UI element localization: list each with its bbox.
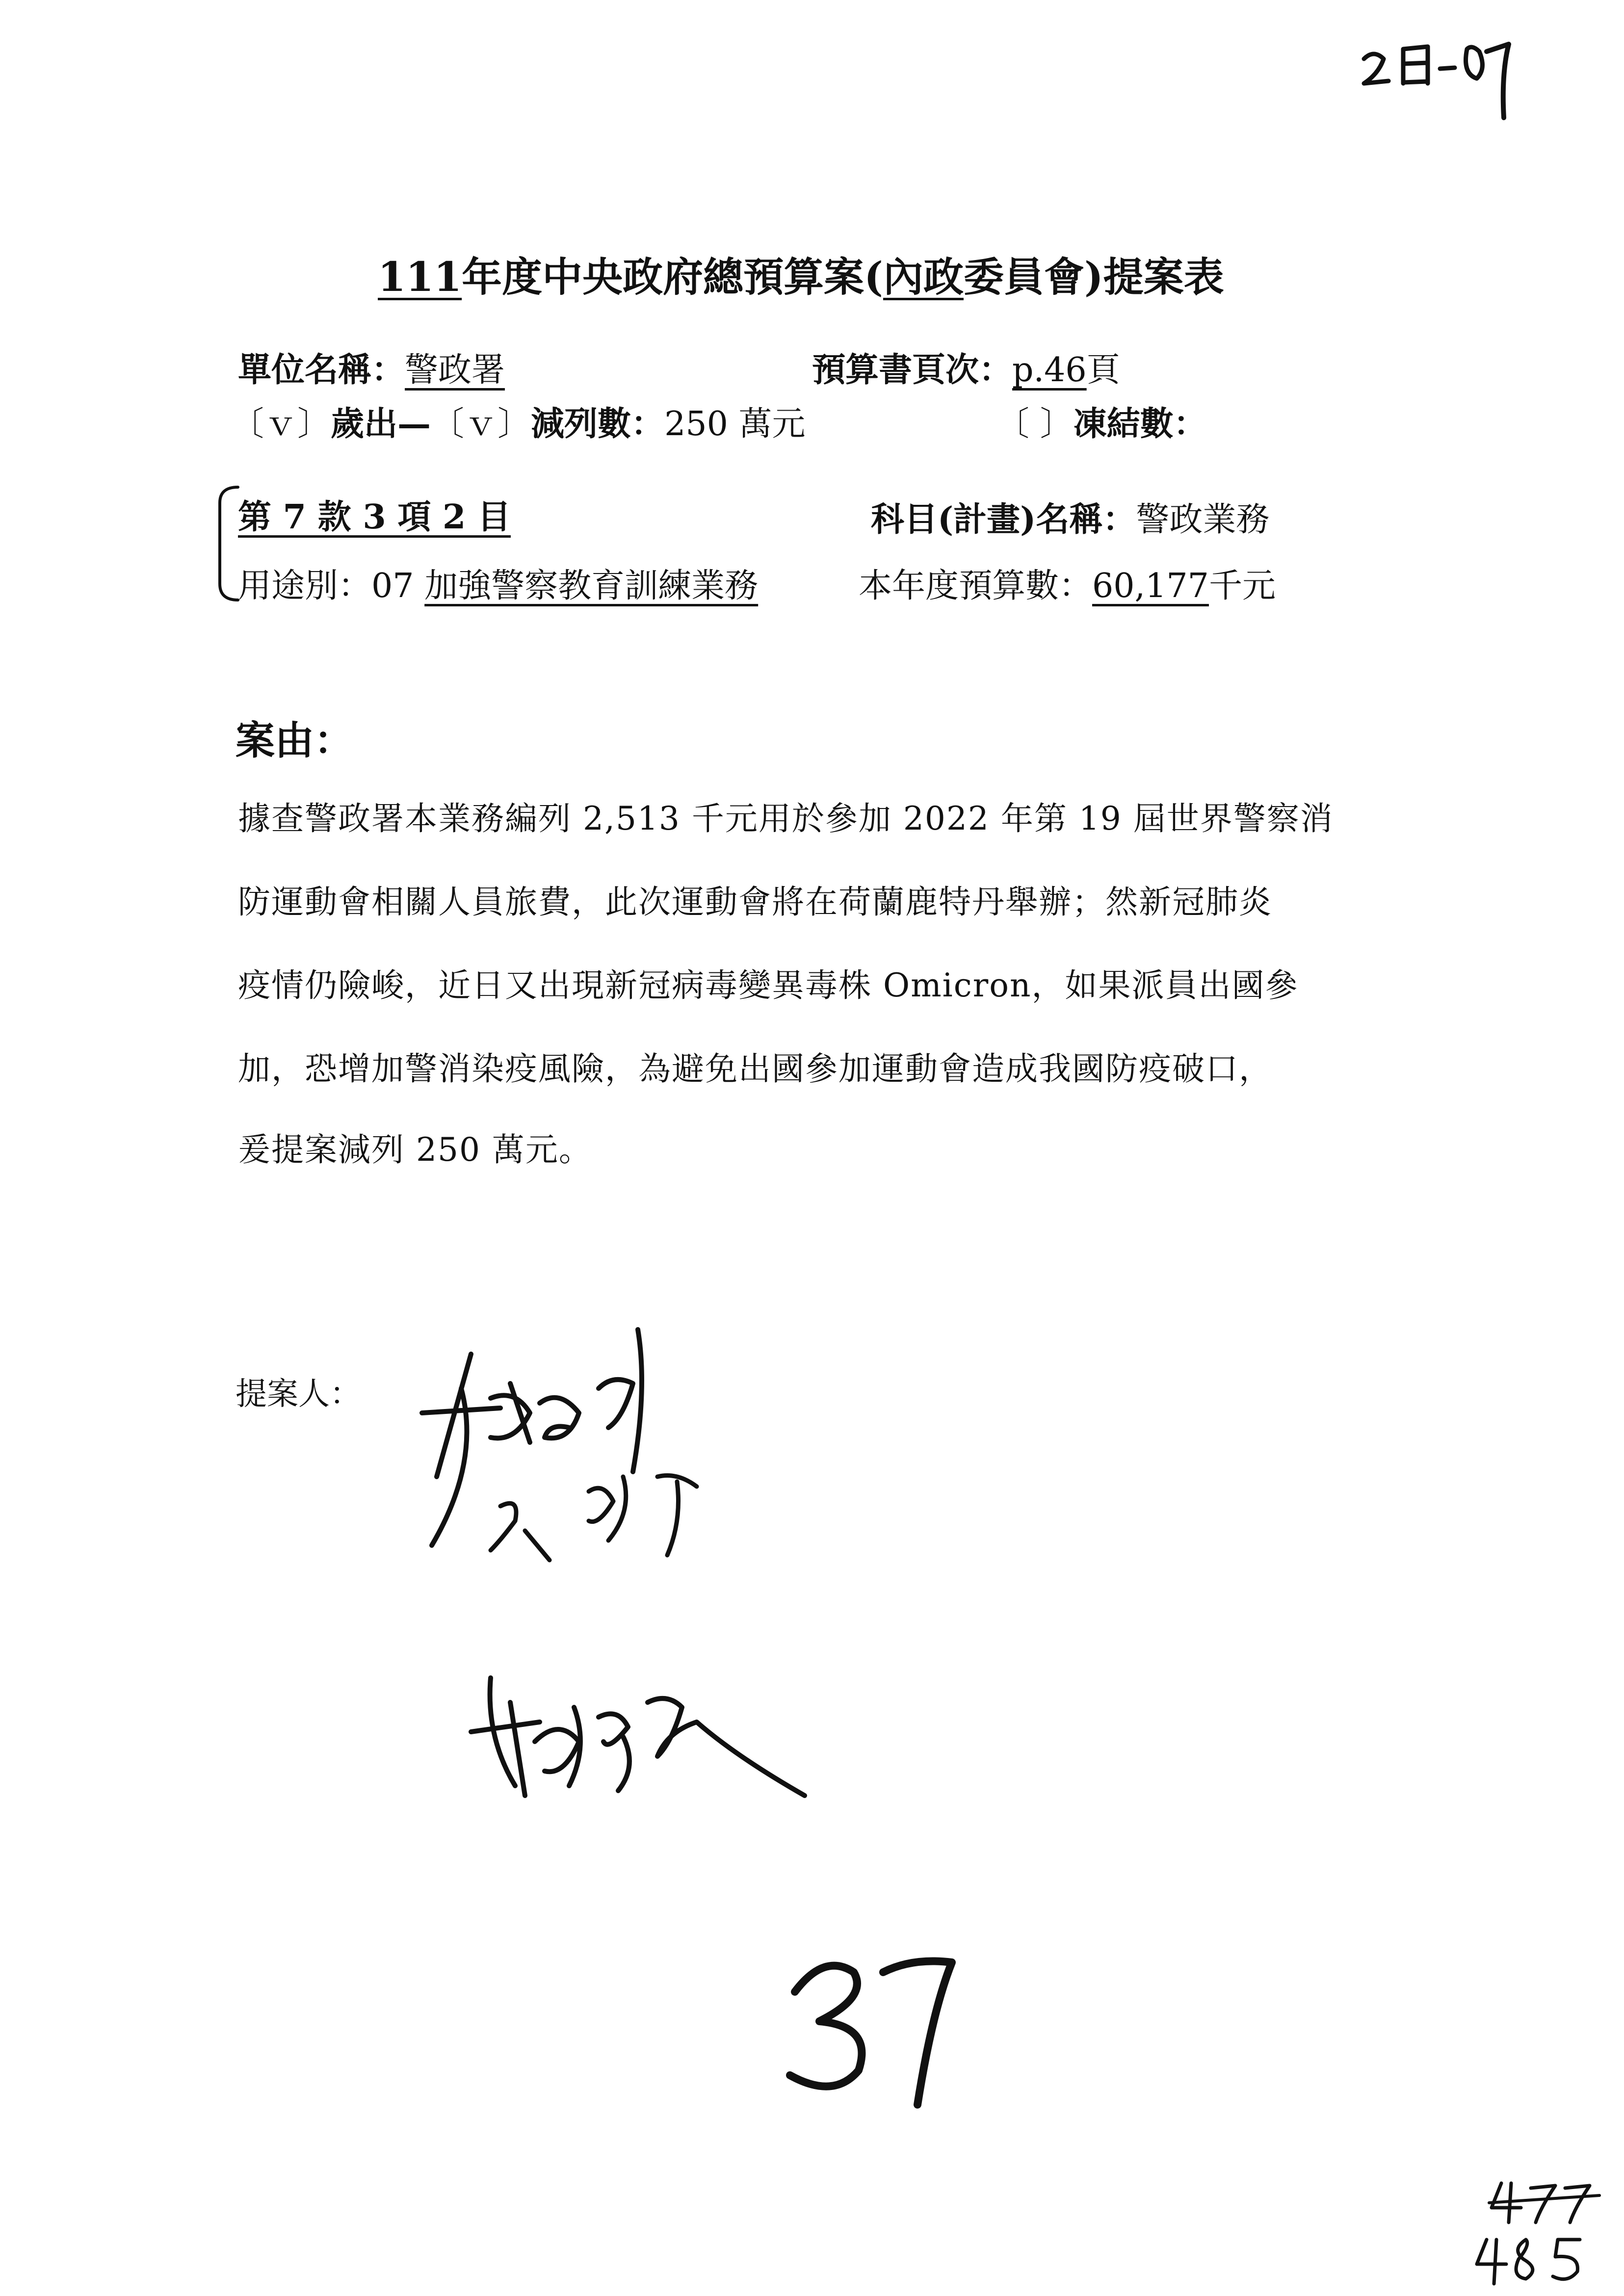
expense-label: 歲出— <box>331 404 431 444</box>
budget-page-label: 預算書頁次： <box>812 350 1013 390</box>
reason-line-4: 加，恐增加警消染疫風險，為避免出國參加運動會造成我國防疫破口， <box>238 1050 1272 1088</box>
unit-name-row <box>238 343 505 391</box>
section-bracket <box>211 483 240 603</box>
item-code: 第 7 款 3 項 2 目 <box>238 497 511 537</box>
unit-name-value: 警政署 <box>405 351 505 390</box>
signature-1 <box>402 1315 707 1570</box>
signature-2 <box>461 1658 834 1805</box>
proposer-label: 提案人： <box>236 1376 361 1412</box>
subject-label: 科目(計畫)名稱： <box>871 500 1136 539</box>
title-committee: 內政 <box>883 254 964 301</box>
cut-row <box>231 397 805 445</box>
usage-label: 用途別： <box>238 567 372 605</box>
title-part2: 委員會)提案表 <box>964 254 1224 301</box>
corner-mark-handwriting <box>1354 29 1511 123</box>
freeze-checkbox: 〔 〕 <box>996 405 1074 444</box>
unit-name-label: 單位名稱： <box>238 350 405 390</box>
reason-heading: 案由： <box>236 717 353 763</box>
budget-page-suffix: 頁 <box>1086 351 1120 390</box>
page-title <box>378 245 1224 303</box>
title-part1: 年度中央政府總預算案( <box>462 254 883 301</box>
cut-value: 250 萬元 <box>664 405 806 444</box>
handwritten-number <box>785 1953 971 2114</box>
reason-line-2: 防運動會相關人員旅費，此次運動會將在荷蘭鹿特丹舉辦；然新冠肺炎 <box>238 883 1272 921</box>
cut-label: 減列數： <box>531 404 665 444</box>
reason-line-3: 疫情仍險峻，近日又出現新冠病毒變異毒株 Omicron，如果派員出國參 <box>238 966 1299 1004</box>
title-year: 111 <box>378 254 462 301</box>
cut-checkbox: 〔ｖ〕 <box>431 405 531 444</box>
usage-code: 07 <box>371 567 414 605</box>
subject-row <box>871 493 1269 541</box>
reason-line-1: 據查警政署本業務編列 2,513 千元用於參加 2022 年第 19 屆世界警察消 <box>238 800 1334 837</box>
reason-line-5: 爰提案減列 250 萬元。 <box>238 1131 592 1169</box>
usage-row <box>238 559 758 607</box>
budget-page-row <box>812 343 1120 391</box>
usage-name: 加強警察教育訓練業務 <box>424 567 759 605</box>
page-number-old <box>1487 2173 1604 2227</box>
subject-value: 警政業務 <box>1136 500 1270 539</box>
freeze-label: 凍結數： <box>1073 404 1207 444</box>
budget-unit: 千元 <box>1208 567 1276 605</box>
budget-page-value: p.46 <box>1012 351 1087 390</box>
budget-row <box>859 559 1276 607</box>
page-number-new <box>1472 2230 1599 2289</box>
budget-label: 本年度預算數： <box>859 567 1093 605</box>
freeze-row <box>996 397 1207 445</box>
expense-checkbox: 〔ｖ〕 <box>231 405 331 444</box>
budget-value: 60,177 <box>1092 567 1209 605</box>
